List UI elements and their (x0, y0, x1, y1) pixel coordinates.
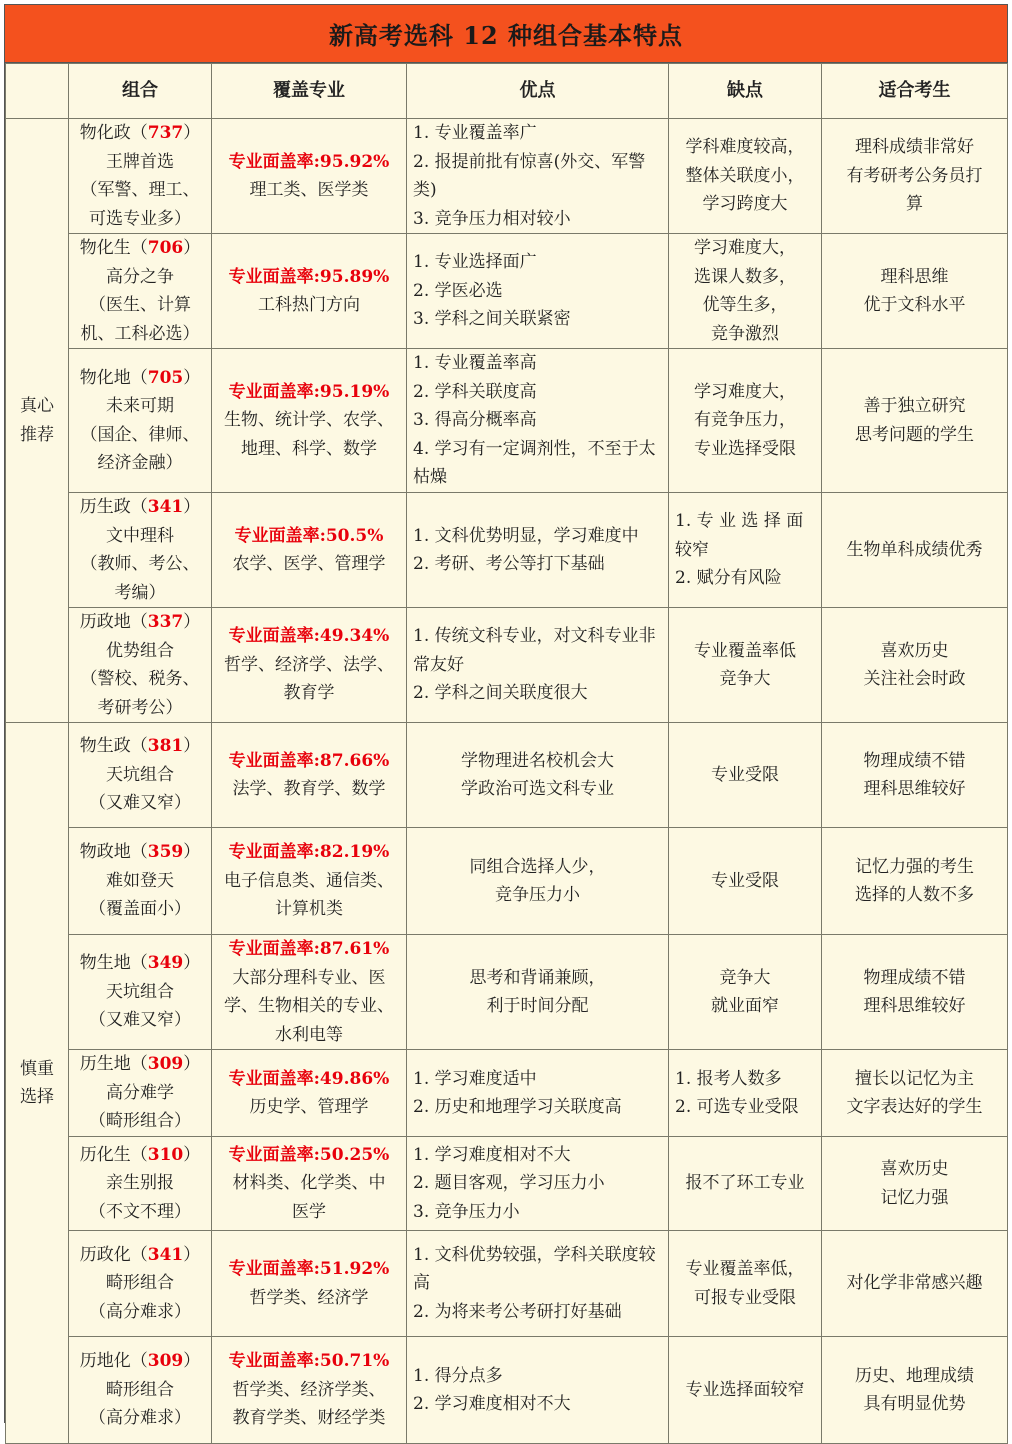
cons-cell (669, 234, 822, 349)
combo-note: （又难又窄） (89, 793, 191, 814)
combo-name: 物化政 (79, 123, 131, 143)
cons-item: 专业覆盖率低 (694, 640, 796, 661)
combo-code-paren-close: ） (183, 1054, 201, 1075)
combo-code-paren-close: ） (183, 953, 201, 974)
combo-code-paren-close: ） (183, 367, 201, 388)
header-combo: 组合 (69, 64, 212, 119)
fit-item: 擅长以记忆为主 (855, 1068, 974, 1089)
combo-name: 历政化 (79, 1244, 131, 1265)
fit-item: 选择的人数不多 (855, 885, 974, 905)
cons-cell (669, 349, 822, 493)
combo-cell (69, 119, 212, 234)
combo-name: 历生地 (79, 1054, 131, 1075)
combo-note: （医生、计算 (89, 295, 191, 315)
coverage-majors: 地理、科学、数学 (241, 438, 377, 459)
coverage-majors: 大部分理科专业、医 (232, 967, 386, 988)
fit-cell (822, 723, 1008, 828)
table-row (6, 935, 1008, 1050)
combo-code: 359 (147, 842, 184, 863)
combo-note: （覆盖面小） (89, 899, 191, 920)
fit-item: 记忆力强 (880, 1187, 949, 1208)
combination-table (5, 63, 1008, 1444)
fit-item: 物理成绩不错 (863, 967, 966, 988)
fit-cell (822, 608, 1008, 723)
coverage-cell (212, 1137, 407, 1231)
combo-code: 349 (147, 953, 184, 974)
combo-name-line (73, 119, 207, 148)
coverage-majors: 教育学类、财经学类 (232, 1408, 386, 1429)
table-row (6, 119, 1008, 234)
combo-cell (69, 828, 212, 935)
combo-note: 高分难学 (106, 1082, 174, 1103)
header-category (6, 64, 69, 119)
fit-item: 文字表达好的学生 (846, 1097, 983, 1117)
combo-note: 畸形组合 (106, 1379, 174, 1400)
pros-item: 1. 专业覆盖率高 (413, 353, 537, 374)
cons-cell (669, 493, 822, 608)
pros-item: 2. 学科之间关联度很大 (413, 683, 588, 704)
fit-item: 具有明显优势 (863, 1394, 966, 1414)
combo-note: 畸形组合 (106, 1273, 174, 1294)
combo-note: 经济金融） (97, 453, 183, 473)
coverage-rate: 专业面盖率:87.66% (228, 750, 390, 771)
category-cell (6, 119, 69, 723)
pros-cell (407, 1050, 669, 1137)
fit-item: 喜欢历史 (880, 640, 949, 661)
combo-code-paren-close: ） (183, 1144, 201, 1165)
combo-note: （高分难求） (89, 1408, 191, 1429)
pros-item: 学物理进名校机会大 (461, 750, 614, 771)
pros-item: 1. 学习难度适中 (413, 1068, 537, 1089)
fit-item: 优于文科水平 (863, 295, 966, 315)
combo-note: 考编） (114, 582, 166, 603)
combo-code: 341 (147, 497, 184, 517)
cons-cell (669, 1231, 822, 1337)
cons-item: 专业选择受限 (694, 438, 796, 459)
combo-note: （教师、考公、 (80, 554, 200, 574)
combo-note: 王牌首选 (106, 151, 174, 172)
combo-code: 337 (147, 612, 184, 632)
coverage-majors: 哲学类、经济学类、 (232, 1379, 386, 1400)
combo-name-line (73, 1050, 207, 1079)
combo-note: 难如登天 (106, 870, 174, 891)
fit-item: 物理成绩不错 (863, 750, 966, 771)
fit-item: 算 (906, 194, 923, 215)
pros-item: 1. 文科优势较强，学科关联度较高 (413, 1244, 656, 1294)
fit-cell (822, 234, 1008, 349)
combo-code-paren-close: ） (183, 1244, 201, 1265)
cons-cell (669, 828, 822, 935)
combo-cell (69, 608, 212, 723)
combo-note: （国企、律师、 (80, 424, 200, 445)
combo-name: 物化生 (79, 238, 131, 258)
pros-item: 1. 传统文科专业，对文科专业非常友好 (413, 626, 656, 675)
combo-name-line (73, 608, 207, 637)
combo-name-line (73, 732, 207, 761)
cons-item: 优等生多， (702, 295, 788, 315)
coverage-majors: 医学 (292, 1201, 326, 1222)
pros-cell (407, 1137, 669, 1231)
combo-code: 341 (147, 1244, 184, 1265)
pros-item: 同组合选择人少， (469, 856, 606, 877)
pros-cell (407, 234, 669, 349)
coverage-rate: 专业面盖率:87.61% (228, 939, 390, 959)
category-label: 选择 (20, 1087, 54, 1107)
header-pros: 优点 (407, 64, 669, 119)
coverage-rate: 专业面盖率:82.19% (228, 842, 390, 863)
fit-item: 有考研考公务员打 (846, 165, 983, 186)
combo-cell (69, 1050, 212, 1137)
cons-item: 可报专业受限 (694, 1287, 796, 1308)
pros-item: 2. 为将来考公考研打好基础 (413, 1301, 622, 1322)
combo-code: 705 (147, 367, 184, 388)
cons-cell (669, 1337, 822, 1444)
category-label: 慎重 (20, 1058, 54, 1079)
fit-cell (822, 935, 1008, 1050)
combo-name-line (73, 234, 207, 263)
coverage-majors: 教育学 (283, 683, 335, 704)
pros-item: 3. 竞争压力相对较小 (413, 208, 571, 229)
combo-name: 物化地 (79, 367, 131, 388)
coverage-cell (212, 935, 407, 1050)
cons-item: 专业受限 (711, 870, 779, 891)
cons-cell (669, 935, 822, 1050)
coverage-cell (212, 608, 407, 723)
combo-code-paren-close: ） (183, 238, 201, 258)
combo-name-line (73, 493, 207, 522)
pros-cell (407, 119, 669, 234)
combo-name-line (73, 1241, 207, 1270)
cons-item: 2. 可选专业受限 (675, 1097, 799, 1117)
coverage-cell (212, 828, 407, 935)
coverage-majors: 哲学、经济学、法学、 (224, 654, 394, 675)
combo-name-line (73, 1141, 207, 1170)
coverage-rate: 专业面盖率:50.71% (228, 1351, 390, 1372)
combo-name: 历生政 (79, 497, 131, 517)
combo-name-line (73, 1347, 207, 1376)
coverage-rate: 专业面盖率:95.89% (228, 266, 390, 287)
coverage-majors: 电子信息类、通信类、 (224, 870, 394, 891)
combo-code-paren-close: ） (183, 1351, 201, 1372)
coverage-cell (212, 1231, 407, 1337)
combo-note: 亲生别报 (106, 1173, 174, 1194)
pros-item: 3. 竞争压力小 (413, 1201, 520, 1222)
combo-note: （不文不理） (89, 1201, 191, 1222)
header-fit: 适合考生 (822, 64, 1008, 119)
combo-code-paren-close: ） (183, 123, 201, 143)
combo-cell (69, 1337, 212, 1444)
coverage-majors: 水利电等 (275, 1024, 343, 1045)
pros-item: 2. 学医必选 (413, 280, 503, 301)
combo-name: 物生地 (79, 953, 131, 974)
pros-item: 1. 专业选择面广 (413, 252, 537, 273)
combo-name-line (73, 364, 207, 393)
coverage-cell (212, 119, 407, 234)
pros-item: 学政治可选文科专业 (461, 779, 614, 799)
fit-item: 关注社会时政 (863, 669, 966, 689)
combo-code: 309 (147, 1351, 184, 1372)
header-row (6, 64, 1008, 119)
fit-item: 历史、地理成绩 (855, 1365, 974, 1386)
combo-note: （畸形组合） (89, 1111, 191, 1132)
pros-item: 1. 学习难度相对不大 (413, 1144, 571, 1165)
combo-note: 天坑组合 (106, 764, 174, 785)
table-row (6, 608, 1008, 723)
coverage-majors: 工科热门方向 (258, 295, 360, 315)
coverage-cell (212, 723, 407, 828)
table-row (6, 349, 1008, 493)
combo-code-paren-close: ） (183, 842, 201, 863)
fit-item: 理科思维较好 (863, 779, 966, 799)
cons-cell (669, 119, 822, 234)
fit-cell (822, 828, 1008, 935)
combo-code-paren-open: （ (130, 238, 148, 258)
cons-cell (669, 1137, 822, 1231)
combo-code-paren-open: （ (130, 842, 148, 863)
coverage-rate: 专业面盖率:50.25% (228, 1144, 390, 1165)
pros-item: 3. 学科之间关联紧密 (413, 309, 571, 330)
cons-item: 有竞争压力， (694, 410, 796, 431)
combo-code-paren-open: （ (130, 123, 148, 143)
combo-code: 706 (147, 238, 184, 258)
fit-cell (822, 349, 1008, 493)
cons-item: 2. 赋分有风险 (675, 568, 782, 589)
fit-item: 理科成绩非常好 (855, 137, 974, 158)
combination-table-sheet (4, 4, 1008, 1429)
combo-note: 可选专业多） (89, 208, 191, 229)
combo-name-line (73, 838, 207, 867)
combo-note: （高分难求） (89, 1301, 191, 1322)
combo-code-paren-open: （ (130, 953, 148, 974)
cons-item: 竞争激烈 (711, 323, 779, 344)
cons-cell (669, 1050, 822, 1137)
combo-cell (69, 723, 212, 828)
table-row (6, 234, 1008, 349)
coverage-majors: 哲学类、经济学 (249, 1287, 369, 1308)
page-title: 新高考选科 12 种组合基本特点 (5, 5, 1007, 63)
combo-cell (69, 349, 212, 493)
combo-code-paren-open: （ (130, 1144, 148, 1165)
combo-note: （又难又窄） (89, 1010, 191, 1031)
cons-item: 报不了环工专业 (685, 1173, 805, 1194)
combo-note: （警校、税务、 (80, 669, 200, 689)
pros-item: 利于时间分配 (486, 996, 589, 1016)
fit-cell (822, 1337, 1008, 1444)
pros-cell (407, 1337, 669, 1444)
pros-cell (407, 723, 669, 828)
combo-code-paren-open: （ (130, 367, 148, 388)
coverage-cell (212, 349, 407, 493)
fit-cell (822, 119, 1008, 234)
fit-item: 喜欢历史 (880, 1159, 949, 1179)
pros-item: 2. 历史和地理学习关联度高 (413, 1097, 622, 1117)
combo-code-paren-open: （ (130, 1351, 148, 1372)
coverage-majors: 生物、统计学、农学、 (224, 410, 394, 431)
coverage-rate: 专业面盖率:51.92% (228, 1259, 390, 1279)
pros-cell (407, 828, 669, 935)
combo-name: 历化生 (79, 1144, 131, 1165)
combo-note: 文中理科 (106, 525, 174, 546)
table-row (6, 1050, 1008, 1137)
fit-item: 思考问题的学生 (855, 424, 974, 445)
combo-cell (69, 234, 212, 349)
fit-cell (822, 493, 1008, 608)
pros-item: 2. 报提前批有惊喜(外交、军警类) (413, 151, 646, 200)
combo-code-paren-open: （ (130, 736, 148, 757)
cons-item: 选课人数多， (694, 266, 796, 287)
pros-item: 2. 学习难度相对不大 (413, 1394, 571, 1414)
combo-cell (69, 1231, 212, 1337)
cons-item: 整体关联度小， (685, 165, 805, 186)
combo-name: 历地化 (79, 1351, 131, 1372)
header-coverage: 覆盖专业 (212, 64, 407, 119)
coverage-majors: 历史学、管理学 (249, 1097, 369, 1117)
pros-item: 2. 学科关联度高 (413, 381, 537, 402)
pros-cell (407, 608, 669, 723)
coverage-majors: 理工类、医学类 (249, 180, 369, 200)
combo-note: （军警、理工、 (80, 180, 200, 200)
fit-cell (822, 1050, 1008, 1137)
coverage-rate: 专业面盖率:49.86% (228, 1068, 390, 1089)
cons-item: 专业覆盖率低， (685, 1259, 805, 1279)
combo-code-paren-close: ） (183, 612, 201, 632)
combo-note: 优势组合 (106, 640, 174, 661)
combo-note: 高分之争 (106, 266, 174, 287)
fit-item: 善于独立研究 (863, 396, 966, 416)
cons-item: 专业选择面较窄 (685, 1379, 805, 1400)
coverage-majors: 农学、医学、管理学 (232, 554, 386, 574)
category-label: 推荐 (20, 424, 54, 445)
category-label: 真心 (20, 396, 54, 416)
combo-code-paren-close: ） (183, 736, 201, 757)
table-row (6, 723, 1008, 828)
pros-item: 1. 文科优势明显，学习难度中 (413, 525, 639, 546)
combo-code-paren-close: ） (183, 497, 201, 517)
pros-item: 4. 学习有一定调剂性，不至于太枯燥 (413, 438, 656, 488)
pros-item: 思考和背诵兼顾， (469, 967, 606, 988)
fit-item: 生物单科成绩优秀 (846, 539, 983, 560)
pros-cell (407, 349, 669, 493)
pros-cell (407, 1231, 669, 1337)
pros-item: 2. 考研、考公等打下基础 (413, 554, 605, 574)
header-cons: 缺点 (669, 64, 822, 119)
combo-code: 309 (147, 1054, 184, 1075)
pros-item: 竞争压力小 (495, 885, 580, 905)
combo-note: 未来可期 (106, 396, 174, 416)
coverage-rate: 专业面盖率:95.92% (228, 151, 390, 172)
category-cell (6, 723, 69, 1444)
table-row (6, 1137, 1008, 1231)
table-row (6, 1337, 1008, 1444)
combo-note: 考研考公） (97, 697, 183, 718)
coverage-majors: 学、生物相关的专业、 (224, 996, 394, 1016)
combo-code: 381 (147, 736, 184, 757)
combo-cell (69, 1137, 212, 1231)
coverage-rate: 专业面盖率:49.34% (228, 626, 390, 647)
fit-item: 理科思维较好 (863, 996, 966, 1016)
combo-code: 310 (147, 1144, 184, 1165)
combo-cell (69, 493, 212, 608)
combo-code: 737 (147, 123, 184, 143)
combo-note: 机、工科必选） (80, 323, 200, 344)
coverage-cell (212, 493, 407, 608)
cons-item: 竞争大 (719, 967, 771, 988)
cons-item: 学习跨度大 (702, 194, 788, 215)
cons-item: 1. 专 业 选 择 面 较窄 (675, 511, 804, 560)
cons-cell (669, 723, 822, 828)
combo-name: 物生政 (79, 736, 131, 757)
table-row (6, 1231, 1008, 1337)
fit-item: 记忆力强的考生 (855, 856, 974, 877)
combo-name: 历政地 (79, 612, 131, 632)
fit-cell (822, 1137, 1008, 1231)
cons-cell (669, 608, 822, 723)
combo-code-paren-open: （ (130, 612, 148, 632)
cons-item: 学习难度大， (694, 381, 796, 402)
coverage-cell (212, 1337, 407, 1444)
coverage-rate: 专业面盖率:50.5% (234, 525, 384, 546)
cons-item: 1. 报考人数多 (675, 1068, 782, 1089)
table-row (6, 493, 1008, 608)
coverage-cell (212, 1050, 407, 1137)
pros-item: 1. 得分点多 (413, 1365, 503, 1386)
fit-cell (822, 1231, 1008, 1337)
coverage-rate: 专业面盖率:95.19% (228, 381, 390, 402)
cons-item: 就业面窄 (711, 996, 779, 1016)
coverage-cell (212, 234, 407, 349)
pros-cell (407, 935, 669, 1050)
cons-item: 学科难度较高， (685, 137, 805, 158)
combo-name: 物政地 (79, 842, 131, 863)
pros-item: 3. 得高分概率高 (413, 410, 537, 431)
combo-note: 天坑组合 (106, 981, 174, 1002)
coverage-majors: 法学、教育学、数学 (232, 779, 386, 799)
combo-cell (69, 935, 212, 1050)
combo-code-paren-open: （ (130, 497, 148, 517)
coverage-majors: 计算机类 (275, 899, 343, 920)
combo-name-line (73, 949, 207, 978)
coverage-majors: 材料类、化学类、中 (232, 1173, 386, 1194)
pros-item: 2. 题目客观，学习压力小 (413, 1173, 605, 1194)
combo-code-paren-open: （ (130, 1244, 148, 1265)
cons-item: 专业受限 (711, 764, 779, 785)
pros-item: 1. 专业覆盖率广 (413, 123, 537, 143)
cons-item: 学习难度大， (694, 238, 796, 258)
fit-item: 理科思维 (880, 266, 949, 287)
pros-cell (407, 493, 669, 608)
table-row (6, 828, 1008, 935)
cons-item: 竞争大 (719, 669, 771, 689)
combo-code-paren-open: （ (130, 1054, 148, 1075)
fit-item: 对化学非常感兴趣 (846, 1273, 983, 1294)
